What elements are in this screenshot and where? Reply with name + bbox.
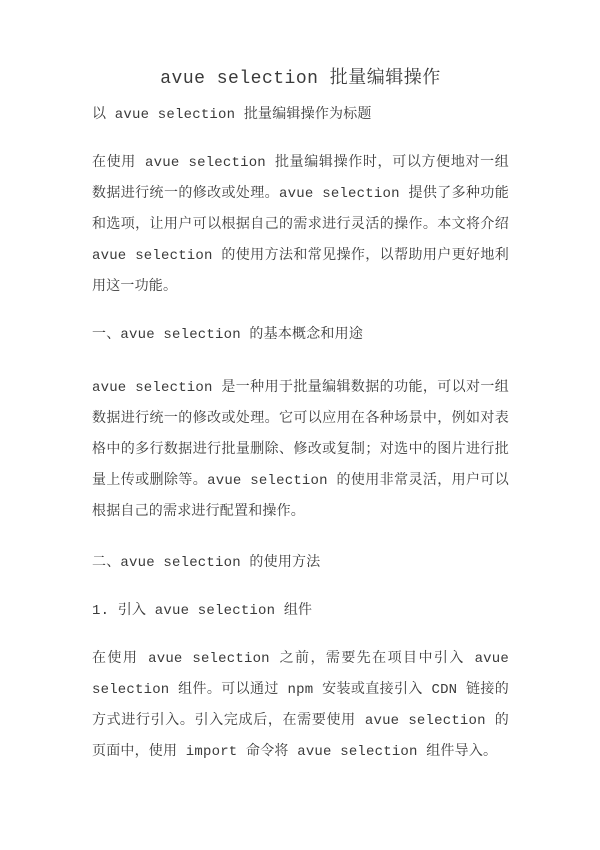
section-basics-paragraph: avue selection 是一种用于批量编辑数据的功能，可以对一组数据进行统一的修改或处理。它可以应用在各种场景中，例如对表格中的多行数据进行批量删除、修改或复制；对选中的图片进行批量上传或删除等。avue selection 的使用非常灵活，用户可以根据自己的需求进行配置和操作。 [92, 380, 509, 520]
intro-paragraph: 在使用 avue selection 批量编辑操作时，可以方便地对一组数据进行统一的修改或处理。avue selection 提供了多种功能和选项，让用户可以根据自己的需求进行灵活的操作。本文将介绍 avue selection 的使用方法和常见操作，以帮助用户更好地利用这一功能。 [92, 155, 509, 295]
subtitle-line: 以 avue selection 批量编辑操作为标题 [92, 107, 372, 123]
section-heading-usage: 二、avue selection 的使用方法 [92, 555, 321, 571]
document-title: avue selection 批量编辑操作 [160, 69, 441, 89]
section-heading-basics: 一、avue selection 的基本概念和用途 [92, 327, 364, 343]
subsection-heading-import-component: 1. 引入 avue selection 组件 [92, 603, 313, 619]
section-usage-paragraph: 在使用 avue selection 之前，需要先在项目中引入 avue selection 组件。可以通过 npm 安装或直接引入 CDN 链接的方式进行引入。引入完成后，在需要使用 avue selection 的页面中，使用 import 命令将 avue selection 组件导入。 [92, 651, 509, 760]
